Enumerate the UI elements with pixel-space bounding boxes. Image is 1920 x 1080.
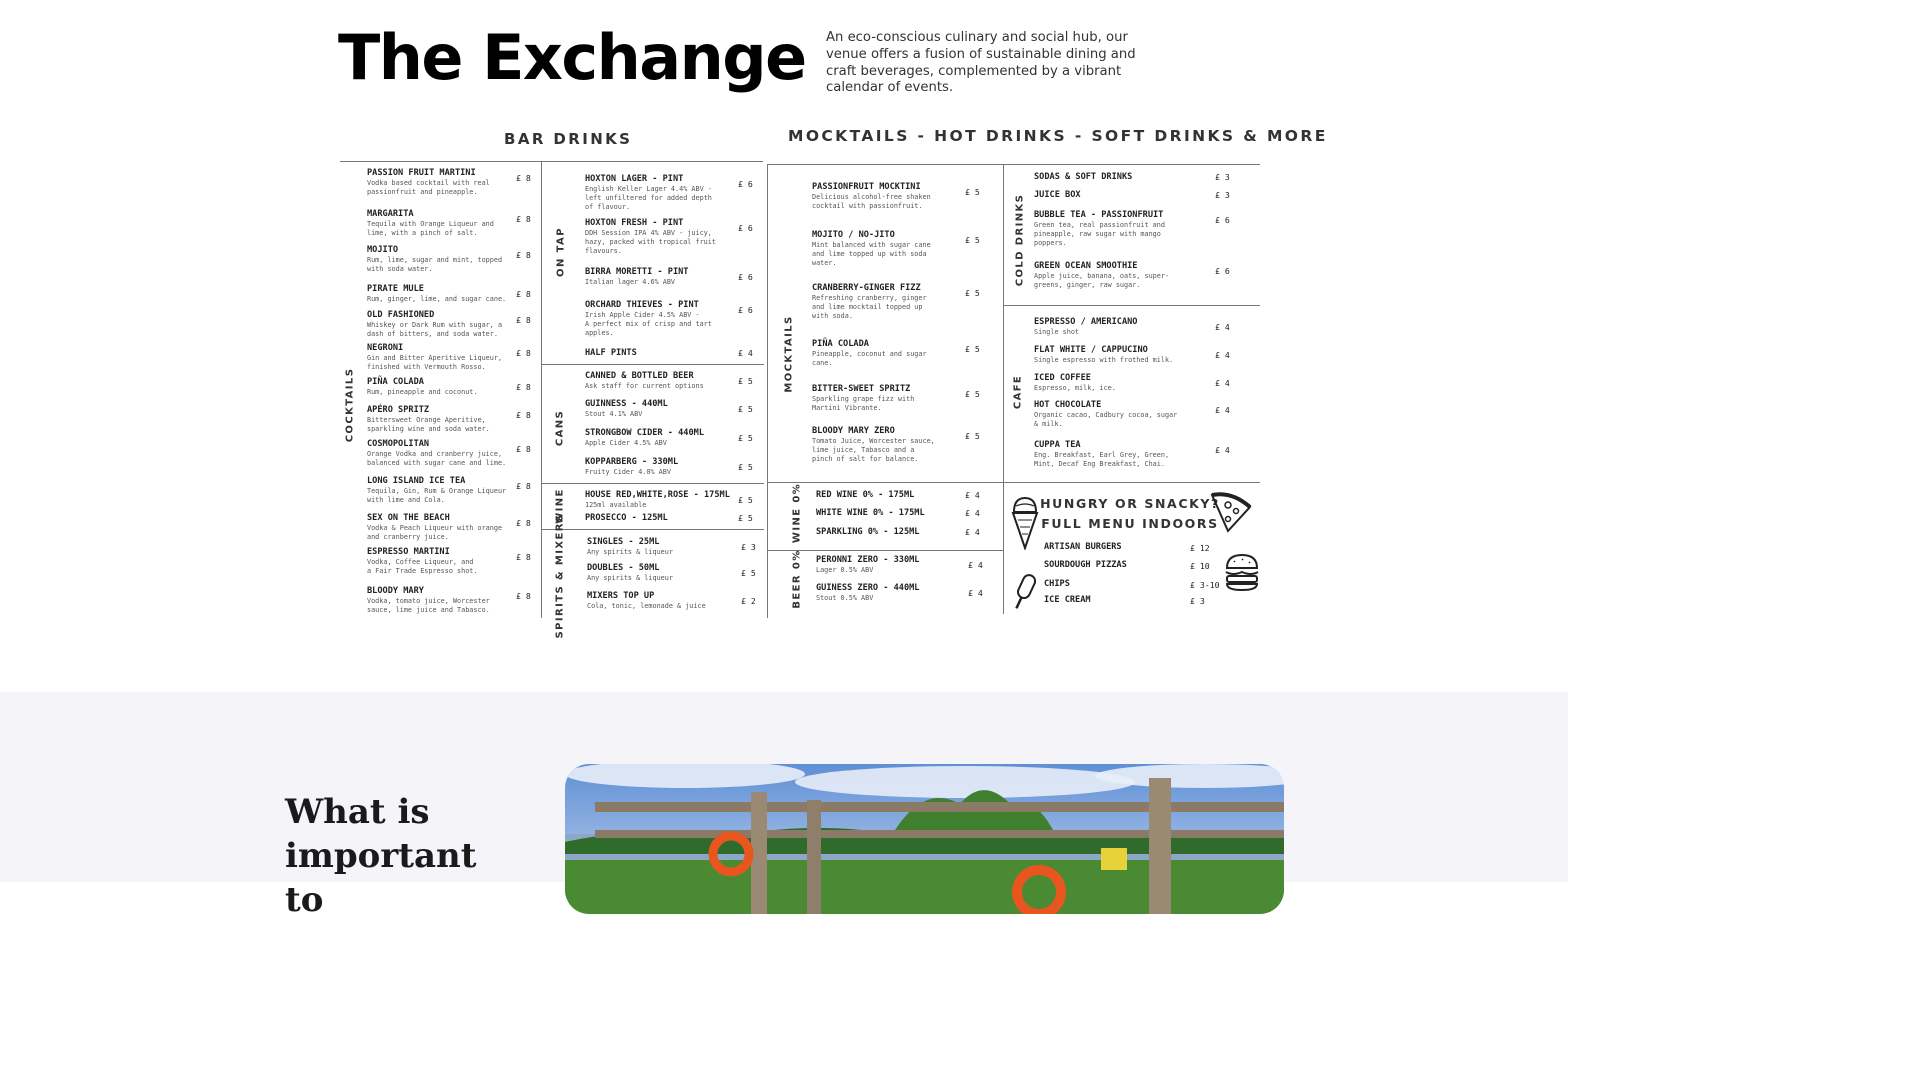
menu-item-name: DOUBLES - 50ML [587, 563, 660, 573]
menu-item-price: £ 8 [516, 250, 531, 260]
menu-item-name: KOPPARBERG - 330ML [585, 457, 679, 467]
hero-description: An eco-conscious culinary and social hub, our venue offers a fusion of sustainable dining and craft beverages, complemented by a vibrant calendar of events. [826, 30, 1136, 96]
section-label-cocktails: COCKTAILS [344, 367, 356, 443]
menu-item-price: £ 5 [965, 431, 980, 441]
menu-item-price: £ 5 [965, 235, 980, 245]
menu-item-name: LONG ISLAND ICE TEA [367, 476, 466, 486]
menu-item-description: Vodka, tomato juice, Worcester sauce, lime juice and Tabasco. [367, 597, 490, 615]
menu-item-cocktails [367, 513, 502, 542]
menu-item-description: Tequila with Orange Liqueur and lime, with a pinch of salt. [367, 220, 494, 238]
menu-item-description: Rum, ginger, lime, and sugar cane. [367, 295, 507, 303]
menu-item-name: ESPRESSO / AMERICANO [1034, 317, 1138, 327]
menu-item-price: £ 5 [738, 513, 753, 523]
menu-item-cafe [1034, 400, 1177, 429]
menu-item-cocktails [367, 310, 502, 339]
menu-item-price: £ 8 [516, 348, 531, 358]
drinks-menu-image [340, 124, 1328, 639]
ice-lolly-icon [1010, 572, 1038, 612]
section-label-wine-zero: WINE 0% [791, 482, 803, 544]
burger-icon [1224, 552, 1260, 592]
menu-item-name: ICED COFFEE [1034, 373, 1091, 383]
menu-item-name: SPARKLING 0% - 125ML [816, 527, 920, 537]
menu-item-description: Fruity Cider 4.0% ABV [585, 468, 671, 476]
menu-item-price: £ 8 [516, 173, 531, 183]
menu-item-price: £ 4 [1215, 445, 1230, 455]
menu-item-name: CANNED & BOTTLED BEER [585, 371, 694, 381]
menu-item-price: £ 5 [965, 389, 980, 399]
section-label-beer-zero: BEER 0% [791, 549, 803, 609]
menu-item-description: Mint balanced with sugar cane and lime topped up with soda water. [812, 241, 931, 268]
menu-item-description: Lager 0.5% ABV [816, 566, 874, 574]
menu-item-description: Tomato Juice, Worcester sauce, lime juice, Tabasco and a pinch of salt for balance. [812, 437, 935, 464]
menu-item-price: £ 6 [738, 179, 753, 189]
menu-item-price: £ 5 [965, 288, 980, 298]
mocktails-wine0-rule [768, 482, 1003, 483]
menu-item-price: £ 4 [968, 588, 983, 598]
menu-item-name: MIXERS TOP UP [587, 591, 655, 601]
menu-item-price: £ 8 [516, 315, 531, 325]
ontap-cans-rule [542, 364, 764, 365]
menu-item-name: PROSECCO - 125ML [585, 513, 668, 523]
menu-item-price: £ 5 [738, 404, 753, 414]
menu-item-name: HOT CHOCOLATE [1034, 400, 1102, 410]
menu-item-cans [585, 371, 704, 391]
menu-item-name: PASSION FRUIT MARTINI [367, 168, 476, 178]
menu-item-price: £ 4 [965, 508, 980, 518]
menu-item-description: Ask staff for current options [585, 382, 704, 390]
snack-item-name: SOURDOUGH PIZZAS [1044, 560, 1127, 570]
menu-item-description: Apple Cider 4.5% ABV [585, 439, 667, 447]
menu-item-price: £ 4 [1215, 322, 1230, 332]
menu-item-name: RED WINE 0% - 175ML [816, 490, 915, 500]
snack-item [1044, 542, 1122, 553]
wine0-beer0-rule [768, 550, 1003, 551]
menu-item-name: BIRRA MORETTI - PINT [585, 267, 689, 277]
menu-item-cafe [1034, 373, 1116, 393]
menu-item-description: Vodka, Coffee Liqueur, and a Fair Trade Espresso shot. [367, 558, 478, 576]
menu-item-cocktails [367, 476, 506, 505]
menu-item-name: MARGARITA [367, 209, 414, 219]
menu-item-cafe [1034, 440, 1169, 469]
section-label-cans: CANS [554, 409, 566, 447]
menu-item-price: £ 8 [516, 444, 531, 454]
menu-item-description: Green tea, real passionfruit and pineapple, raw sugar with mango poppers. [1034, 221, 1165, 248]
menu-item-price: £ 8 [516, 410, 531, 420]
cocktails-divider [541, 162, 542, 618]
menu-item-name: SEX ON THE BEACH [367, 513, 450, 523]
snacks-title-line1: HUNGRY OR SNACKY? [1040, 496, 1220, 511]
menu-item-wine0 [816, 490, 914, 501]
section-label-wine: WINE [554, 488, 566, 524]
menu-item-description: DDH Session IPA 4% ABV - juicy, hazy, packed with tropical fruit flavours. [585, 229, 716, 256]
menu-item-cocktails [367, 586, 490, 615]
menu-item-cocktails [367, 209, 494, 238]
menu-item-name: PIRATE MULE [367, 284, 424, 294]
menu-item-name: GUINNESS - 440ML [585, 399, 668, 409]
menu-item-name: SINGLES - 25ML [587, 537, 660, 547]
section-label-spirits: SPIRITS & MIXERS [554, 513, 566, 639]
menu-item-price: £ 5 [738, 495, 753, 505]
menu-item-on-tap [585, 300, 712, 339]
menu-item-description: Sparkling grape fizz with Martini Vibrante. [812, 395, 915, 413]
menu-item-cocktails [367, 405, 490, 434]
menu-item-name: ORCHARD THIEVES - PINT [585, 300, 699, 310]
menu-item-description: Organic cacao, Cadbury cocoa, sugar & milk. [1034, 411, 1178, 429]
snack-item-price: £ 10 [1190, 561, 1210, 571]
menu-item-mocktails [812, 230, 931, 269]
menu-item-name: PASSIONFRUIT MOCKTINI [812, 182, 921, 192]
menu-item-price: £ 4 [965, 490, 980, 500]
menu-item-cafe [1034, 345, 1173, 365]
menu-item-on-tap [585, 218, 716, 257]
menu-item-beer0 [816, 583, 919, 603]
menu-item-cocktails [367, 168, 490, 197]
menu-item-cold [1034, 190, 1081, 201]
menu-item-price: £ 8 [516, 552, 531, 562]
menu-item-price: £ 4 [1215, 378, 1230, 388]
menu-item-price: £ 5 [741, 568, 756, 578]
menu-item-name: PIÑA COLADA [812, 339, 869, 349]
menu-item-price: £ 6 [1215, 215, 1230, 225]
menu-item-price: £ 2 [741, 596, 756, 606]
menu-item-description: Cola, tonic, lemonade & juice [587, 602, 706, 610]
right-divider [1003, 164, 1004, 614]
snacks-title-line2: FULL MENU INDOORS [1041, 516, 1219, 531]
menu-item-cocktails [367, 284, 506, 304]
menu-item-cocktails [367, 245, 502, 274]
section-label-on-tap: ON TAP [555, 227, 567, 277]
menu-item-price: £ 8 [516, 481, 531, 491]
menu-item-name: BUBBLE TEA - PASSIONFRUIT [1034, 210, 1164, 220]
snack-item-name: CHIPS [1044, 579, 1070, 589]
menu-item-name: BLOODY MARY [367, 586, 424, 596]
menu-item-price: £ 5 [738, 433, 753, 443]
menu-item-description: Irish Apple Cider 4.5% ABV - A perfect mix of crisp and tart apples. [585, 311, 712, 338]
venue-photo [565, 764, 1284, 914]
menu-item-name: GREEN OCEAN SMOOTHIE [1034, 261, 1138, 271]
snacks-title [1040, 494, 1220, 534]
bar-header-rule [340, 161, 763, 162]
menu-item-description: Rum, lime, sugar and mint, topped with soda water. [367, 256, 503, 274]
menu-item-price: £ 4 [738, 348, 753, 358]
menu-item-price: £ 3 [1215, 172, 1230, 182]
menu-item-wine0 [816, 527, 919, 538]
menu-item-name: MOJITO / NO-JITO [812, 230, 895, 240]
menu-item-name: BITTER-SWEET SPRITZ [812, 384, 911, 394]
menu-item-name: ESPRESSO MARTINI [367, 547, 450, 557]
menu-item-mocktails [812, 426, 935, 465]
menu-item-name: OLD FASHIONED [367, 310, 435, 320]
menu-item-price: £ 5 [738, 462, 753, 472]
menu-item-price: £ 3 [741, 542, 756, 552]
menu-item-cold [1034, 261, 1169, 290]
menu-item-name: APÉRO SPRITZ [367, 405, 430, 415]
menu-item-description: English Keller Lager 4.4% ABV - left unfiltered for added depth of flavour. [585, 185, 712, 212]
menu-item-mocktails [812, 384, 914, 413]
menu-item-on-tap [585, 267, 688, 287]
menu-item-name: JUICE BOX [1034, 190, 1081, 200]
menu-item-description: Any spirits & liqueur [587, 548, 673, 556]
menu-item-name: HOUSE RED,WHITE,ROSE - 175ML [585, 490, 730, 500]
menu-item-description: Refreshing cranberry, ginger and lime mocktail topped up with soda. [812, 294, 927, 321]
menu-item-name: HALF PINTS [585, 348, 637, 358]
menu-item-name: NEGRONI [367, 343, 404, 353]
menu-item-description: Tequila, Gin, Rum & Orange Liqueur with lime and Cola. [367, 487, 507, 505]
menu-item-price: £ 6 [738, 272, 753, 282]
menu-item-spirits [587, 591, 706, 611]
menu-item-description: Espresso, milk, ice. [1034, 384, 1116, 392]
menu-item-description: Orange Vodka and cranberry juice, balanced with sugar cane and lime. [367, 450, 507, 468]
menu-item-name: BLOODY MARY ZERO [812, 426, 895, 436]
menu-item-on-tap [585, 348, 637, 359]
menu-item-mocktails [812, 283, 927, 322]
menu-item-description: Any spirits & liqueur [587, 574, 673, 582]
menu-item-description: Vodka based cocktail with real passionfruit and pineapple. [367, 179, 490, 197]
menu-item-cans [585, 399, 668, 419]
section-label-cold-drinks: COLD DRINKS [1014, 193, 1026, 287]
menu-item-price: £ 5 [965, 187, 980, 197]
menu-item-name: STRONGBOW CIDER - 440ML [585, 428, 704, 438]
menu-item-name: HOXTON LAGER - PINT [585, 174, 684, 184]
menu-item-name: GUINESS ZERO - 440ML [816, 583, 920, 593]
menu-item-mocktails [812, 339, 927, 368]
menu-item-name: HOXTON FRESH - PINT [585, 218, 684, 228]
menu-item-name: CRANBERRY-GINGER FIZZ [812, 283, 921, 293]
menu-item-wine [585, 513, 668, 524]
menu-item-cafe [1034, 317, 1137, 337]
bar-drinks-header: BAR DRINKS [504, 130, 633, 148]
snack-item [1044, 560, 1127, 571]
snack-item-price: £ 3-10 [1190, 580, 1220, 590]
section-label-cafe: CAFE [1012, 374, 1024, 410]
menu-item-description: Gin and Bitter Aperitive Liqueur, finished with Vermouth Rosso. [367, 354, 503, 372]
menu-item-on-tap [585, 174, 712, 213]
menu-item-price: £ 8 [516, 518, 531, 528]
menu-item-description: Single espresso with frothed milk. [1034, 356, 1174, 364]
menu-item-price: £ 6 [1215, 266, 1230, 276]
menu-item-price: £ 4 [965, 527, 980, 537]
menu-item-description: Apple juice, banana, oats, super- greens, ginger, raw sugar. [1034, 272, 1170, 290]
menu-item-beer0 [816, 555, 919, 575]
menu-item-description: Whiskey or Dark Rum with sugar, a dash of bitters, and soda water. [367, 321, 503, 339]
menu-item-price: £ 4 [968, 560, 983, 570]
menu-item-spirits [587, 563, 673, 583]
ice-cream-cone-icon [1010, 492, 1040, 550]
menu-item-price: £ 8 [516, 382, 531, 392]
menu-item-description: Bittersweet Orange Aperitive, sparkling wine and soda water. [367, 416, 490, 434]
menu-item-price: £ 8 [516, 214, 531, 224]
about-heading: What is important to [285, 792, 477, 920]
menu-item-name: SODAS & SOFT DRINKS [1034, 172, 1133, 182]
menu-item-description: Rum, pineapple and coconut. [367, 388, 478, 396]
menu-item-price: £ 4 [1215, 405, 1230, 415]
menu-item-description: Single shot [1034, 328, 1080, 336]
menu-item-mocktails [812, 182, 931, 211]
menu-item-description: 125ml available [585, 501, 647, 509]
menu-item-cocktails [367, 547, 478, 576]
menu-item-name: WHITE WINE 0% - 175ML [816, 508, 925, 518]
menu-item-price: £ 5 [965, 344, 980, 354]
menu-item-price: £ 4 [1215, 350, 1230, 360]
menu-item-price: £ 5 [738, 376, 753, 386]
menu-item-description: Delicious alcohol-free shaken cocktail with passionfruit. [812, 193, 931, 211]
wine-spirits-rule [542, 529, 764, 530]
menu-item-cans [585, 428, 704, 448]
snack-item [1044, 579, 1070, 590]
menu-item-price: £ 8 [516, 289, 531, 299]
snack-item-price: £ 12 [1190, 543, 1210, 553]
menu-item-price: £ 3 [1215, 190, 1230, 200]
cafe-snacks-rule [1004, 482, 1260, 483]
menu-item-name: PERONNI ZERO - 330ML [816, 555, 920, 565]
menu-item-cocktails [367, 377, 478, 397]
menu-item-spirits [587, 537, 673, 557]
snack-item-name: ARTISAN BURGERS [1044, 542, 1122, 552]
menu-item-cold [1034, 172, 1132, 183]
menu-item-description: Vodka & Peach Liqueur with orange and cranberry juice. [367, 524, 503, 542]
menu-item-price: £ 8 [516, 591, 531, 601]
cans-wine-rule [542, 483, 764, 484]
more-drinks-header: MOCKTAILS - HOT DRINKS - SOFT DRINKS & MORE [788, 127, 1328, 145]
pizza-slice-icon [1208, 489, 1254, 535]
menu-item-description: Eng. Breakfast, Earl Grey, Green, Mint, Decaf Eng Breakfast, Chai. [1034, 451, 1170, 469]
menu-item-name: COSMOPOLITAN [367, 439, 430, 449]
menu-item-wine0 [816, 508, 925, 519]
more-header-rule [768, 164, 1260, 165]
snack-item-name: ICE CREAM [1044, 595, 1091, 605]
menu-item-cocktails [367, 343, 502, 372]
menu-item-description: Stout 4.1% ABV [585, 410, 643, 418]
menu-item-name: MOJITO [367, 245, 399, 255]
menu-item-price: £ 6 [738, 305, 753, 315]
menu-item-cans [585, 457, 678, 477]
menu-item-description: Pineapple, coconut and sugar cane. [812, 350, 927, 368]
snack-item-price: £ 3 [1190, 596, 1205, 606]
menu-item-wine [585, 490, 730, 510]
menu-item-cold [1034, 210, 1165, 249]
cold-cafe-rule [1004, 305, 1260, 306]
venue-photo-image [565, 764, 1284, 914]
about-section [0, 692, 1568, 920]
menu-item-cocktails [367, 439, 506, 468]
section-label-mocktails: MOCKTAILS [783, 315, 795, 393]
menu-item-description: Stout 0.5% ABV [816, 594, 874, 602]
menu-item-price: £ 6 [738, 223, 753, 233]
menu-item-name: FLAT WHITE / CAPPUCINO [1034, 345, 1148, 355]
hero-title: The Exchange [338, 21, 806, 94]
menu-item-name: CUPPA TEA [1034, 440, 1081, 450]
snack-item [1044, 595, 1091, 606]
menu-item-description: Italian lager 4.6% ABV [585, 278, 676, 286]
menu-item-name: PIÑA COLADA [367, 377, 424, 387]
